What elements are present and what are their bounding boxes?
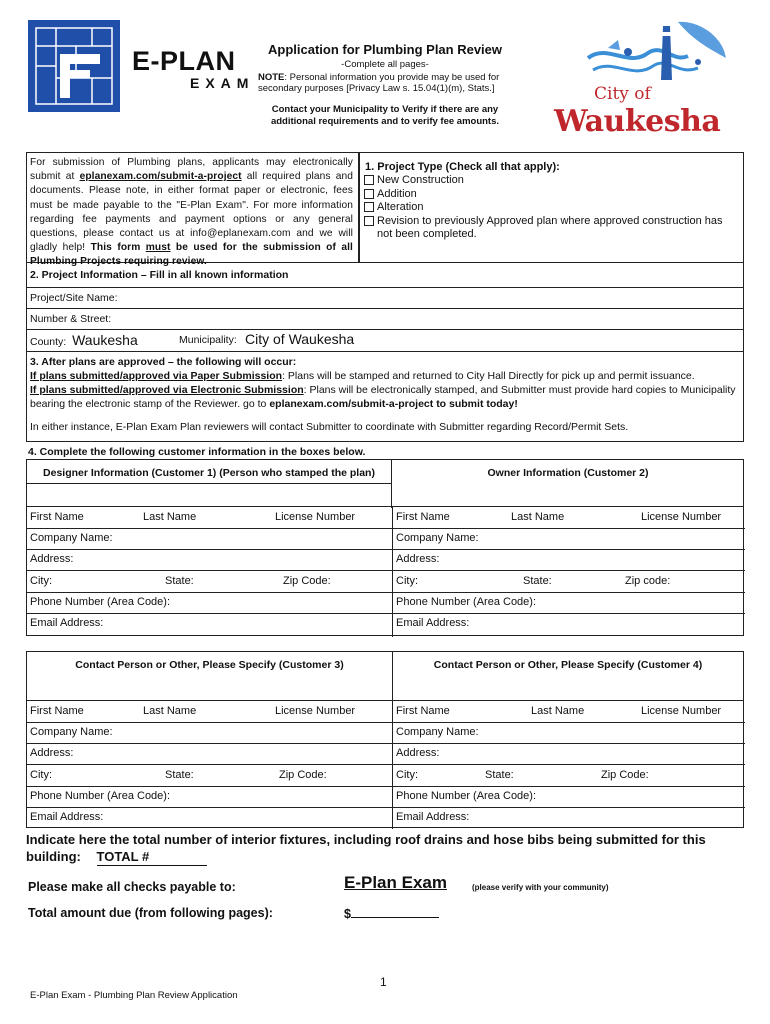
row-divider (27, 786, 745, 787)
city-name-text: Waukesha (554, 104, 721, 139)
eplan-logo-wordmark (132, 47, 254, 91)
c2-email-label[interactable]: Email Address: (396, 617, 470, 629)
payable-label: Please make all checks payable to: (28, 880, 236, 894)
c4-phone-label[interactable]: Phone Number (Area Code): (396, 790, 537, 802)
customer-4-title-cell (392, 659, 744, 671)
project-type-option-alteration[interactable] (363, 201, 739, 215)
note-label: NOTE (258, 72, 285, 83)
electronic-submission-text: : Plans will be electronically stamped, and Submitter must provide hard copies to Municipality bearing the electronic stamp of the Reviewer. go to (30, 384, 736, 410)
c4-email-label[interactable]: Email Address: (396, 811, 470, 823)
customer-3-title-cell (27, 659, 392, 671)
row-divider (27, 613, 745, 614)
either-instance-text: In either instance, E-Plan Exam Plan reviewers will contact Submitter to coordinate with Submitter regarding Record/Permit Sets. (30, 421, 629, 433)
option-label: New Construction (377, 174, 464, 186)
customer-1-title-cell (27, 460, 392, 508)
customer-2-title-cell (392, 460, 744, 508)
intro-form-required-2: be used for the submission of all Plumbing Projects requiring review. (30, 242, 353, 268)
alteration-checkbox[interactable] (364, 202, 374, 212)
c1-address-label[interactable]: Address: (30, 553, 74, 565)
c2-phone-label[interactable]: Phone Number (Area Code): (396, 596, 537, 608)
project-type-section (358, 152, 744, 263)
c1-zip-label[interactable]: Zip Code: (283, 575, 331, 587)
fixture-text: Indicate here the total number of interior fixtures, including roof drains and hose bibs being submitted for this building: (26, 832, 706, 864)
option-label: Revision to previously Approved plan where approved construction has not been completed. (377, 214, 723, 240)
county-label: County: (30, 336, 67, 348)
form-header (250, 42, 520, 128)
c1-email-label[interactable]: Email Address: (30, 617, 104, 629)
c2-first-name-label[interactable]: First Name (396, 511, 450, 523)
after-approval-heading: 3. After plans are approved – the following will occur: (30, 356, 297, 368)
verify-community-note: (please verify with your community) (472, 883, 609, 892)
municipality-label: Municipality: (179, 334, 237, 346)
row-divider (27, 764, 745, 765)
project-type-option-addition[interactable] (363, 188, 739, 202)
c2-company-label[interactable]: Company Name: (396, 532, 479, 544)
city-of-waukesha-logo (548, 18, 738, 140)
fixture-count-prompt (26, 831, 746, 866)
c3-state-label[interactable]: State: (165, 769, 194, 781)
c2-city-label[interactable]: City: (396, 575, 418, 587)
c3-zip-label[interactable]: Zip Code: (279, 769, 327, 781)
c1-last-name-label[interactable]: Last Name (143, 511, 197, 523)
form-subtitle: -Complete all pages- (341, 59, 429, 70)
c2-state-label[interactable]: State: (523, 575, 552, 587)
customer-3-title: Contact Person or Other, Please Specify (Customer 3) (75, 659, 344, 671)
privacy-note (250, 72, 520, 94)
fixture-total-field[interactable] (97, 848, 207, 866)
customer-1-title: Designer Information (Customer 1) (Person who stamped the plan) (43, 467, 375, 479)
c4-company-label[interactable]: Company Name: (396, 726, 479, 738)
row-divider (27, 743, 745, 744)
intro-text-2: all required plans and documents. Please note, in either format paper or electronic, fees must be made payable to the "E-Plan Exam". For more information regarding fee payments and payment options or any general questions, please contact us at info@eplanexam.com and we will gladly help! (30, 171, 353, 254)
note-text: : Personal information you provide may be used for secondary purposes [Privacy Law s. 15.04(1)(m), Stats.] (258, 72, 500, 94)
customer-3-4-fields (26, 700, 744, 828)
customer-4-title: Contact Person or Other, Please Specify (Customer 4) (433, 659, 703, 671)
c4-address-label[interactable]: Address: (396, 747, 440, 759)
customer-info-heading: 4. Complete the following customer information in the boxes below. (28, 446, 366, 458)
row-divider (27, 722, 745, 723)
county-municipality-row (26, 330, 744, 352)
paper-submission-label: If plans submitted/approved via Paper Submission (30, 370, 283, 382)
c2-address-label[interactable]: Address: (396, 553, 440, 565)
c4-zip-label[interactable]: Zip Code: (601, 769, 649, 781)
c4-license-label[interactable]: License Number (641, 705, 722, 717)
municipality-value[interactable]: City of Waukesha (245, 331, 355, 347)
c1-first-name-label[interactable]: First Name (30, 511, 84, 523)
logo-main-text: E-PLAN (132, 46, 236, 76)
c3-company-label[interactable]: Company Name: (30, 726, 113, 738)
row-divider (27, 807, 745, 808)
customer-3-4-header (26, 651, 744, 701)
amount-due-field[interactable] (344, 906, 439, 921)
c3-last-name-label[interactable]: Last Name (143, 705, 197, 717)
c3-first-name-label[interactable]: First Name (30, 705, 84, 717)
customer-2-title: Owner Information (Customer 2) (487, 467, 649, 479)
c4-first-name-label[interactable]: First Name (396, 705, 450, 717)
amount-due-blank[interactable] (351, 906, 439, 918)
customer-1-2-fields (26, 506, 744, 636)
revision-checkbox[interactable] (364, 216, 374, 226)
c1-phone-label[interactable]: Phone Number (Area Code): (30, 596, 171, 608)
project-info-heading: 2. Project Information – Fill in all known information (26, 263, 744, 288)
row-divider (27, 592, 745, 593)
city-of-text: City of (594, 84, 651, 104)
column-divider (392, 701, 393, 829)
c4-city-label[interactable]: City: (396, 769, 418, 781)
customer-1-2-header (26, 459, 744, 507)
c1-city-label[interactable]: City: (30, 575, 52, 587)
electronic-submission-link[interactable]: eplanexam.com/submit-a-project to submit today! (269, 398, 518, 410)
project-type-option-revision[interactable] (363, 215, 739, 242)
submit-project-link[interactable]: eplanexam.com/submit-a-project (79, 171, 242, 183)
footer-title: E-Plan Exam - Plumbing Plan Review Application (30, 990, 238, 1001)
dollar-sign: $ (344, 907, 351, 921)
row-divider (27, 570, 745, 571)
c3-license-label[interactable]: License Number (275, 705, 356, 717)
payee-name: E-Plan Exam (344, 873, 447, 892)
row-divider (27, 528, 745, 529)
c3-email-label[interactable]: Email Address: (30, 811, 104, 823)
after-approval-section (26, 352, 744, 442)
addition-checkbox[interactable] (364, 189, 374, 199)
option-label: Addition (377, 187, 417, 200)
option-label: Alteration (377, 201, 424, 213)
project-site-name-field[interactable] (26, 288, 744, 309)
amount-due-label: Total amount due (from following pages): (28, 906, 273, 920)
paper-submission-text: : Plans will be stamped and returned to City Hall Directly for pick up and permit issuance. (282, 370, 695, 382)
header-divider (27, 483, 392, 484)
c1-company-label[interactable]: Company Name: (30, 532, 113, 544)
intro-must: must (145, 242, 171, 254)
c4-last-name-label[interactable]: Last Name (531, 705, 585, 717)
c4-state-label[interactable]: State: (485, 769, 514, 781)
c2-last-name-label[interactable]: Last Name (511, 511, 565, 523)
logo-sub-text: EXAM (190, 75, 255, 91)
c1-state-label[interactable]: State: (165, 575, 194, 587)
row-divider (27, 549, 745, 550)
column-divider (392, 507, 393, 637)
intro-text-1: For submission of Plumbing plans, applicants may electronically submit at (30, 157, 353, 183)
fixture-total-label: TOTAL # (96, 849, 150, 864)
form-title: Application for Plumbing Plan Review (267, 42, 503, 57)
electronic-submission-label: If plans submitted/approved via Electronic Submission (30, 384, 304, 396)
c3-address-label[interactable]: Address: (30, 747, 74, 759)
submission-instructions (26, 152, 360, 268)
intro-form-required-1: This form (90, 242, 146, 254)
project-type-option-new[interactable] (363, 174, 739, 188)
c2-zip-label[interactable]: Zip code: (625, 575, 671, 587)
county-value[interactable]: Waukesha (72, 332, 138, 348)
field-label: Number & Street: (30, 313, 112, 325)
project-type-heading: 1. Project Type (Check all that apply): (365, 161, 560, 173)
c1-license-label[interactable]: License Number (275, 511, 356, 523)
c2-license-label[interactable]: License Number (641, 511, 722, 523)
number-street-field[interactable] (26, 309, 744, 330)
eplan-logo-mark (26, 18, 122, 114)
field-label: Project/Site Name: (30, 292, 118, 304)
c3-phone-label[interactable]: Phone Number (Area Code): (30, 790, 171, 802)
c3-city-label[interactable]: City: (30, 769, 52, 781)
contact-municipality-note: Contact your Municipality to Verify if there are any additional requirements and to verify fee amounts. (270, 104, 500, 127)
new-construction-checkbox[interactable] (364, 175, 374, 185)
page-number: 1 (380, 975, 387, 989)
